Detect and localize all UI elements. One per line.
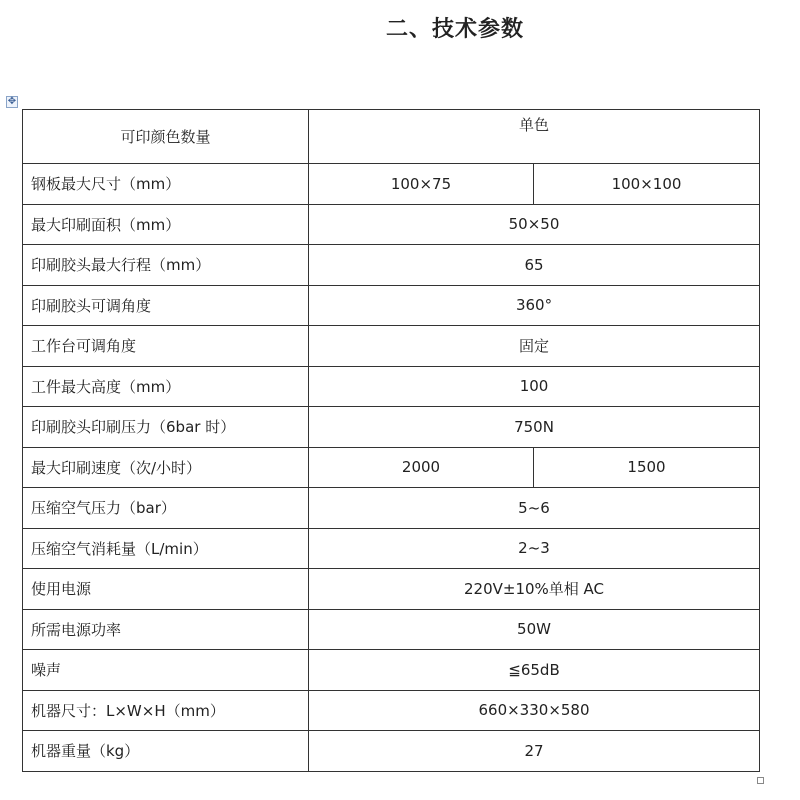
row-label: 可印颜色数量: [23, 110, 309, 164]
row-label: 所需电源功率: [23, 609, 309, 650]
row-value: 100: [309, 366, 760, 407]
table-row: [23, 407, 760, 448]
row-label: 工件最大高度（mm）: [23, 366, 309, 407]
row-value: 100×75: [309, 164, 534, 205]
table-row: [23, 366, 760, 407]
row-label: 最大印刷速度（次/小时）: [23, 447, 309, 488]
row-value: 50×50: [309, 204, 760, 245]
row-value: 660×330×580: [309, 690, 760, 731]
row-label: 压缩空气压力（bar）: [23, 488, 309, 529]
table-row: [23, 447, 760, 488]
row-value: ≦65dB: [309, 650, 760, 691]
table-row: [23, 204, 760, 245]
row-value: 360°: [309, 285, 760, 326]
section-title: 二、技术参数: [385, 17, 524, 42]
row-label: 噪声: [23, 650, 309, 691]
row-value: 5~6: [309, 488, 760, 529]
row-label: 机器尺寸：L×W×H（mm）: [23, 690, 309, 731]
table-row: [23, 528, 760, 569]
row-value: 50W: [309, 609, 760, 650]
table-row: [23, 690, 760, 731]
row-value: 固定: [309, 326, 760, 367]
table-row: [23, 326, 760, 367]
table-row: [23, 569, 760, 610]
row-value: 1500: [534, 447, 760, 488]
table-row: [23, 488, 760, 529]
row-label: 钢板最大尺寸（mm）: [23, 164, 309, 205]
row-value: 750N: [309, 407, 760, 448]
row-value: 2~3: [309, 528, 760, 569]
table-row: [23, 110, 760, 164]
table-row: [23, 285, 760, 326]
table-resize-handle[interactable]: [757, 777, 764, 784]
row-label: 印刷胶头最大行程（mm）: [23, 245, 309, 286]
row-label: 最大印刷面积（mm）: [23, 204, 309, 245]
row-value: 27: [309, 731, 760, 772]
row-value: 65: [309, 245, 760, 286]
row-label: 压缩空气消耗量（L/min）: [23, 528, 309, 569]
table-row: [23, 609, 760, 650]
row-value: 2000: [309, 447, 534, 488]
table-row: [23, 245, 760, 286]
row-value: 单色: [309, 110, 760, 164]
row-label: 使用电源: [23, 569, 309, 610]
row-label: 印刷胶头印刷压力（6bar 时）: [23, 407, 309, 448]
row-label: 印刷胶头可调角度: [23, 285, 309, 326]
row-value: 100×100: [534, 164, 760, 205]
table-row: [23, 731, 760, 772]
row-label: 机器重量（kg）: [23, 731, 309, 772]
table-row: [23, 650, 760, 691]
table-row: [23, 164, 760, 205]
row-value: 220V±10%单相 AC: [309, 569, 760, 610]
spec-table: [22, 109, 760, 772]
table-move-handle-icon[interactable]: ✥: [7, 96, 17, 107]
row-label: 工作台可调角度: [23, 326, 309, 367]
